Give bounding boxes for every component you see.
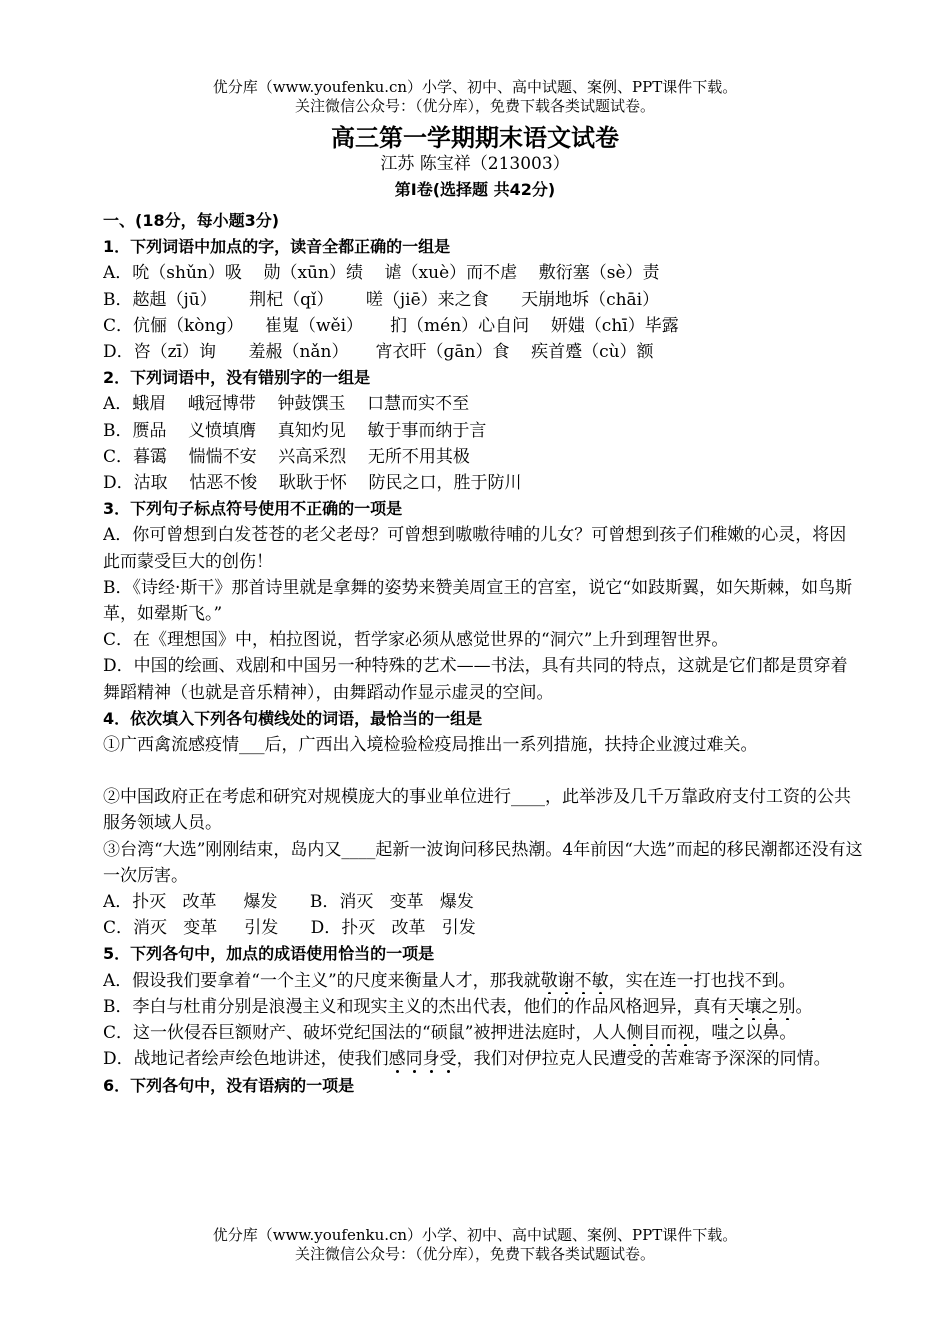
question-2-option-a: A．蛾眉 峨冠博带 钟鼓馔玉 口慧而实不至 [103,394,470,415]
author-line: 江苏 陈宝祥（213003） [380,154,570,174]
question-1-option-a: A．吮（shǔn）吸 勋（xūn）绩 谑（xuè）而不虐 敷衍塞（sè）责 [103,263,660,284]
question-2-option-c: C．暮霭 惴惴不安 兴高采烈 无所不用其极 [103,446,470,467]
option-d-dotted-idiom [389,1049,457,1069]
option-b-post: 。 [795,996,813,1017]
sentence-2-post: ，此举涉及几千万靠政府支付工资的公共服务领域人员。 [103,787,851,834]
option-c-dotted-idiom [626,1023,694,1043]
dotted-char: 敏 [591,970,609,991]
sentence-2-pre: ②中国政府正在考虑和研究对规模庞大的事业单位进行 [103,787,511,808]
question-5-option-c [103,1020,863,1046]
question-6-stem: 6．下列各句中，没有语病的一项是 [103,1075,355,1095]
question-5-option-b [103,994,863,1020]
sentence-3-post: 起新一波询问移民热潮。4年前因“大选”而起的移民潮都还没有这一次厉害。 [103,839,863,886]
dotted-char: 感 [388,1049,406,1070]
dotted-char: 身 [422,1049,440,1070]
dotted-char: 侧 [626,1023,644,1044]
blank-3: ____ [341,839,376,860]
option-c-pre: C．这一伙侵吞巨额财产、破坏党纪国法的“硕鼠”被押进法庭时，人人 [103,1023,627,1044]
dotted-char: 不 [574,970,592,991]
dotted-char: 别 [778,996,796,1017]
part-heading: 第Ⅰ卷(选择题 共42分) [394,180,556,199]
question-4-sentence-3 [103,837,863,889]
question-3-option-b: B．《诗经·斯干》那首诗里就是拿舞的姿势来赞美周宣王的宫室，说它“如跂斯翼，如矢斯棘，如鸟斯革，如翚斯飞。” [103,577,853,625]
dotted-char: 视 [677,1023,695,1044]
question-1-stem: 1．下列词语中加点的字，读音全都正确的一组是 [103,237,451,257]
question-3-option-a: A．你可曾想到白发苍苍的老父老母？可曾想到嗷嗷待哺的儿女？可曾想到孩子们稚嫩的心灵，将因此而蒙受巨大的创伤！ [103,525,847,572]
option-b-dotted-idiom [728,997,796,1017]
question-4-stem: 4．依次填入下列各句横线处的词语，最恰当的一组是 [103,708,483,728]
question-3-option-d: D．中国的绘画、戏剧和中国另一种特殊的艺术——书法，具有共同的特点，这就是它们都是贯穿着舞蹈精神（也就是音乐精神），由舞蹈动作显示虚灵的空间。 [103,656,848,703]
exam-content [103,208,863,1099]
header-line-1: 优分库（www.youfenku.cn）小学、初中、高中试题、案例、PPT课件下载。 [212,78,738,96]
question-1-option-c: C．伉俪（kònɡ） 崔嵬（wěi） 扪（mén）心自问 妍媸（chī）毕露 [103,315,679,336]
question-4-sentence-2 [103,784,863,836]
footer-line-1: 优分库（www.youfenku.cn）小学、初中、高中试题、案例、PPT课件下载。 [212,1226,738,1244]
question-5-option-d [103,1046,863,1072]
header-line-2: 关注微信公众号：（优分库），免费下载各类试题试卷。 [294,97,655,115]
dotted-char: 谢 [557,970,575,991]
dotted-char: 天 [727,996,745,1017]
question-1-option-d: D．咨（zī）询 羞赧（nǎn） 宵衣旰（ɡān）食 疾首蹙（cù）额 [103,342,654,363]
option-d-post: ，我们对伊拉克人民遭受的苦难寄予深深的同情。 [456,1049,831,1070]
sentence-3-pre: ③台湾“大选”刚刚结束，岛内又 [103,839,342,860]
sentence-1-pre: ①广西禽流感疫情 [103,735,239,756]
dotted-char: 壤 [744,996,762,1017]
footer-line-2: 关注微信公众号：（优分库），免费下载各类试题试卷。 [294,1245,655,1263]
dotted-char: 受 [439,1049,457,1070]
question-2-option-d: D．沽取 怙恶不悛 耿耿于怀 防民之口，胜于防川 [103,473,522,494]
dotted-char: 敬 [540,970,558,991]
sentence-1-post: 后，广西出入境检验检疫局推出一系列措施，扶持企业渡过难关。 [264,735,758,756]
dotted-char: 之 [761,996,779,1017]
blank-line-gap [103,758,863,784]
question-4-sentence-1 [103,732,863,758]
option-b-pre: B．李白与杜甫分别是浪漫主义和现实主义的杰出代表，他们的作品风格迥异，真有 [103,996,728,1017]
question-2-option-b: B．赝品 义愤填膺 真知灼见 敏于事而纳于言 [103,420,487,441]
question-3-option-c: C．在《理想国》中，柏拉图说，哲学家必须从感觉世界的“洞穴”上升到理智世界。 [103,630,729,651]
option-c-post: ，嗤之以鼻。 [694,1023,797,1044]
blank-1: ___ [239,735,265,756]
dotted-char: 而 [660,1023,678,1044]
question-5-stem: 5．下列各句中，加点的成语使用恰当的一项是 [103,944,435,964]
question-4-options-ab: A．扑灭 改革 爆发 B．消灭 变革 爆发 [103,892,474,913]
dotted-char: 目 [643,1023,661,1044]
blank-2: ____ [511,787,545,808]
option-a-post: ，实在连一打也找不到。 [608,970,796,991]
dotted-char: 同 [405,1049,423,1070]
option-a-pre: A．假设我们要拿着“一个主义”的尺度来衡量人才，那我就 [103,970,541,991]
question-5-option-a [103,968,863,994]
option-d-pre: D．战地记者绘声绘色地讲述，使我们 [103,1049,389,1070]
question-3-stem: 3．下列句子标点符号使用不正确的一项是 [103,499,403,519]
section-heading: 一、(18分，每小题3分) [103,211,280,230]
question-4-options-cd: C．消灭 变革 引发 D．扑灭 改革 引发 [103,918,476,939]
exam-title: 高三第一学期期末语文试卷 [331,124,619,152]
question-1-option-b: B．趑趄（jū） 荆杞（qǐ） 嗟（jiē）来之食 天崩地坼（chāi） [103,289,660,310]
question-2-stem: 2．下列词语中，没有错别字的一组是 [103,368,371,388]
option-a-dotted-idiom [541,971,609,991]
